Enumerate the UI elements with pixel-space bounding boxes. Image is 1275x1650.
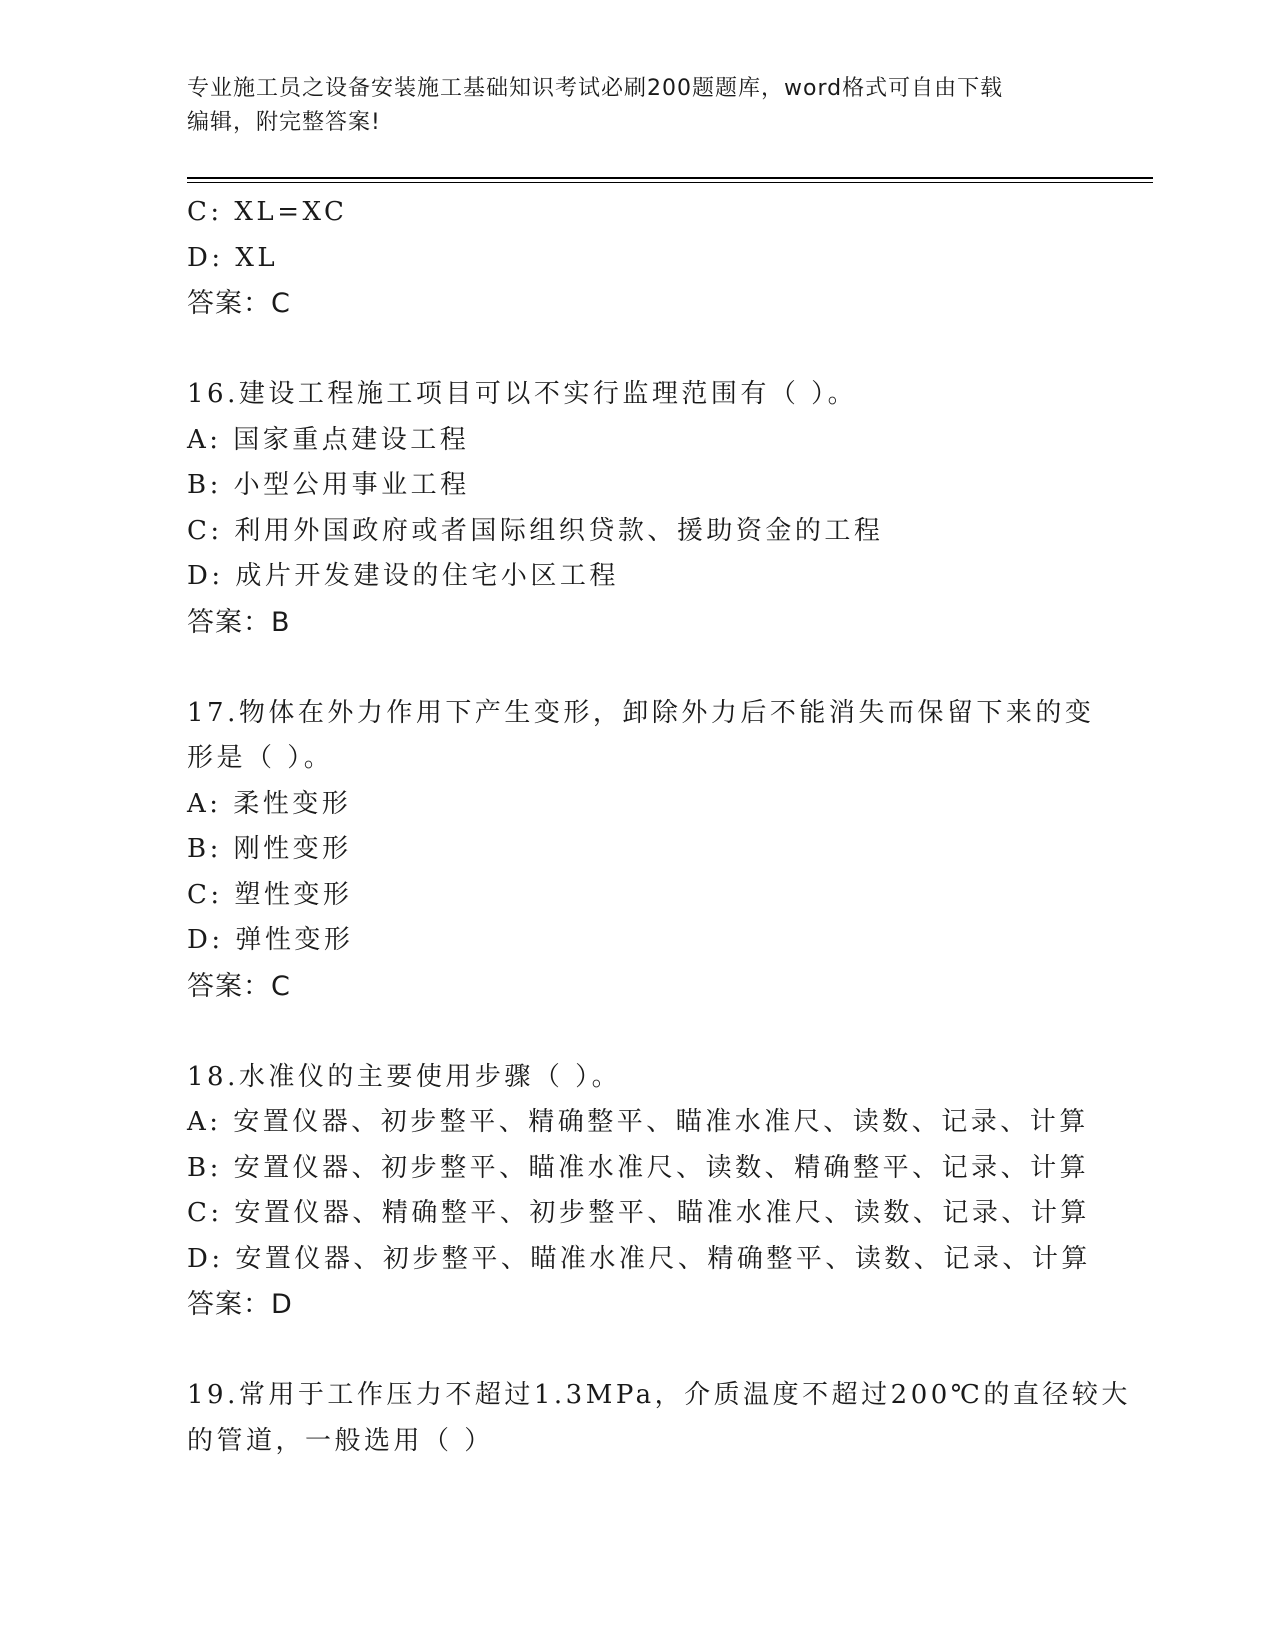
question-stem-line-1: 17.物体在外力作用下产生变形，卸除外力后不能消失而保留下来的变 bbox=[187, 697, 1095, 728]
option-b: B: 安置仪器、初步整平、瞄准水准尺、读数、精确整平、记录、计算 bbox=[187, 1152, 1090, 1183]
question-16 bbox=[187, 372, 1087, 645]
document-header bbox=[187, 72, 1067, 140]
option-d: D: 安置仪器、初步整平、瞄准水准尺、精确整平、读数、记录、计算 bbox=[187, 1243, 1091, 1274]
header-title-line-1: 专业施工员之设备安装施工基础知识考试必刷200题题库，word格式可自由下载 bbox=[187, 76, 1004, 101]
question-stem: 16.建设工程施工项目可以不实行监理范围有（ ）。 bbox=[187, 379, 858, 409]
question-stem-line-2: 的管道，一般选用（ ） bbox=[187, 1425, 494, 1456]
answer-line: 答案：C bbox=[187, 970, 291, 1002]
question-stem: 18.水准仪的主要使用步骤（ ）。 bbox=[187, 1061, 622, 1092]
answer-line: 答案：D bbox=[187, 1289, 293, 1320]
option-b: B: 刚性变形 bbox=[187, 834, 352, 864]
option-d: D: 成片开发建设的住宅小区工程 bbox=[187, 561, 619, 591]
option-a: A: 柔性变形 bbox=[187, 788, 352, 819]
question-15-continued bbox=[187, 190, 1087, 327]
question-stem-line-2: 形是（ ）。 bbox=[187, 743, 334, 773]
question-list bbox=[187, 190, 1131, 1464]
option-d: D: 弹性变形 bbox=[187, 925, 354, 955]
question-stem-line-1: 19.常用于工作压力不超过1.3MPa，介质温度不超过200℃的直径较大 bbox=[187, 1380, 1131, 1410]
option-c: C: 塑性变形 bbox=[187, 879, 353, 910]
spacer bbox=[187, 1328, 1087, 1374]
option-b: B: 小型公用事业工程 bbox=[187, 470, 470, 500]
option-c: C: 利用外国政府或者国际组织贷款、援助资金的工程 bbox=[187, 515, 884, 546]
header-divider-thin bbox=[187, 182, 1153, 183]
option-c: C: XL=XC bbox=[187, 197, 348, 227]
header-divider-thick bbox=[187, 177, 1153, 179]
option-a: A: 国家重点建设工程 bbox=[187, 424, 470, 455]
option-c: C: 安置仪器、精确整平、初步整平、瞄准水准尺、读数、记录、计算 bbox=[187, 1198, 1090, 1228]
answer-line: 答案：C bbox=[187, 288, 291, 319]
question-19 bbox=[187, 1373, 1131, 1464]
question-18 bbox=[187, 1055, 1091, 1328]
option-d: D: XL bbox=[187, 242, 279, 273]
spacer bbox=[187, 645, 1087, 691]
spacer bbox=[187, 1009, 1087, 1055]
header-title-line-2: 编辑，附完整答案! bbox=[187, 110, 381, 135]
question-17 bbox=[187, 691, 1095, 1010]
option-a: A: 安置仪器、初步整平、精确整平、瞄准水准尺、读数、记录、计算 bbox=[187, 1107, 1089, 1137]
spacer bbox=[187, 327, 1087, 373]
answer-line: 答案：B bbox=[187, 606, 291, 638]
